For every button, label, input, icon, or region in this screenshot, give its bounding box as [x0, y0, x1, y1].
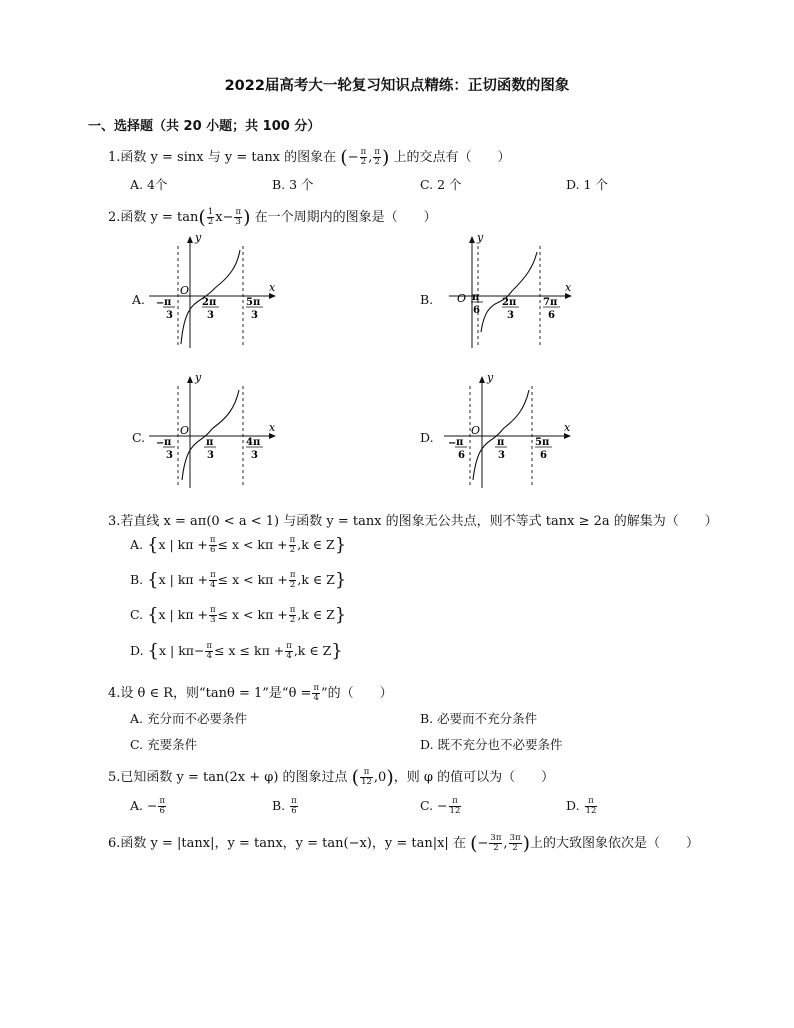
graph-option-c — [145, 372, 285, 490]
axis-y-label: y — [195, 231, 202, 244]
graph-option-d — [440, 372, 580, 490]
option-d[interactable]: D. {x | kπ− $\frac{\pi}{4}$ ≤ x ≤ kπ + $\frac{\pi}{4}$ ,k ∈ Z} — [130, 640, 343, 662]
svg-text:2π: 2π — [202, 297, 217, 308]
question-tail: ”的（ ） — [321, 686, 393, 701]
question-tail: 上的交点有（ ） — [393, 150, 511, 165]
svg-text:π: π — [472, 292, 480, 303]
option-b[interactable]: B. $\frac{\pi}{6}$ — [272, 796, 297, 816]
svg-text:x: x — [564, 421, 571, 434]
svg-text:7π: 7π — [543, 297, 558, 308]
svg-text:−: − — [156, 438, 165, 449]
svg-text:6: 6 — [458, 450, 465, 461]
option-c[interactable]: C. 2 个 — [420, 177, 462, 192]
option-a-label[interactable]: A. — [132, 292, 146, 307]
paren-left: ( — [198, 206, 206, 229]
question-stem: 函数 y = tan — [120, 210, 199, 225]
question-tail: 在一个周期内的图象是（ ） — [254, 210, 437, 225]
svg-text:π: π — [164, 297, 172, 308]
question-stem: 函数 y = sinx 与 y = tanx 的图象在 — [120, 150, 337, 165]
svg-text:3: 3 — [251, 310, 258, 321]
minus-sign: − — [347, 150, 359, 165]
question-number: 5. — [108, 770, 121, 785]
svg-text:3: 3 — [166, 310, 173, 321]
svg-text:π: π — [497, 437, 505, 448]
option-d[interactable]: D. $\frac{\pi}{12}$ — [566, 796, 597, 816]
option-b[interactable]: B. {x | kπ + $\frac{\pi}{4}$ ≤ x < kπ + $\frac{\pi}{2}$ ,k ∈ Z} — [130, 569, 347, 591]
svg-text:π: π — [456, 437, 464, 448]
question-number: 1. — [108, 150, 121, 165]
question-number: 3. — [108, 514, 121, 529]
question-number: 4. — [108, 686, 121, 701]
svg-text:y: y — [477, 231, 484, 244]
svg-text:π: π — [206, 437, 214, 448]
question-stem: 若直线 x = aπ(0 < a < 1) 与函数 y = tanx 的图象无公共点，则不等式 tanx ≥ 2a 的解集为（ ） — [120, 514, 718, 529]
svg-text:y: y — [195, 371, 202, 384]
question-2: 2.函数 y = tan( $\frac{1}{2}$ x− $\frac{\pi}{3}$ ) 在一个周期内的图象是（ ） — [108, 206, 437, 229]
axis-x-label: x — [269, 281, 276, 294]
question-stem: 函数 y = |tanx|，y = tanx，y = tan(−x)，y = tan|x| 在 — [120, 836, 466, 851]
option-d[interactable]: D. 1 个 — [566, 177, 608, 192]
option-a[interactable]: A. 充分而不必要条件 — [130, 711, 247, 726]
section-heading: 一、选择题（共 20 小题；共 100 分） — [88, 119, 321, 134]
svg-text:6: 6 — [473, 305, 480, 316]
option-d[interactable]: D. 既不充分也不必要条件 — [420, 737, 563, 752]
svg-text:−: − — [448, 438, 457, 449]
svg-text:2π: 2π — [502, 297, 517, 308]
question-number: 2. — [108, 210, 121, 225]
svg-text:5π: 5π — [535, 437, 550, 448]
tick-neg-sign: − — [156, 298, 165, 309]
svg-text:3: 3 — [507, 310, 514, 321]
svg-text:3: 3 — [207, 450, 214, 461]
tick-labels — [156, 297, 263, 321]
option-a[interactable]: A. 4个 — [130, 177, 168, 192]
svg-text:4π: 4π — [246, 437, 261, 448]
question-1: 1.函数 y = sinx 与 y = tanx 的图象在 (− $\frac{\pi}{2}$ , $\frac{\pi}{2}$ ) 上的交点有（ ） — [108, 146, 511, 169]
option-a[interactable]: A. {x | kπ + $\frac{\pi}{6}$ ≤ x < kπ + $\frac{\pi}{2}$ ,k ∈ Z} — [130, 534, 347, 556]
svg-text:x: x — [269, 421, 276, 434]
fraction: $\frac{\pi}{2}$ — [374, 147, 380, 167]
svg-text:5π: 5π — [246, 297, 261, 308]
question-3 — [108, 510, 718, 529]
paren-left: ( — [340, 146, 348, 169]
paren-right: ) — [381, 146, 390, 169]
svg-text:6: 6 — [548, 310, 555, 321]
svg-text:3: 3 — [251, 450, 258, 461]
graph-option-a — [145, 232, 285, 350]
page-title: 2022届高考大一轮复习知识点精练：正切函数的图象 — [224, 78, 570, 94]
svg-text:O: O — [457, 292, 467, 305]
question-stem: 已知函数 y = tan(2x + φ) 的图象过点 — [120, 770, 348, 785]
option-c[interactable]: C. − $\frac{\pi}{12}$ — [420, 796, 461, 816]
option-b[interactable]: B. 必要而不充分条件 — [420, 711, 538, 726]
paren-right: ) — [243, 206, 251, 229]
question-tail: 上的大致图象依次是（ ） — [529, 836, 699, 851]
svg-text:O: O — [180, 424, 190, 437]
svg-text:3: 3 — [166, 450, 173, 461]
question-6: 6.函数 y = |tanx|，y = tanx，y = tan(−x)，y = tan|x| 在 (− $\frac{3\pi}{2}$ , $\frac{3\pi}{2}$ )上的大致图象依次是（ ） — [108, 832, 699, 855]
fraction: $\frac{\pi}{4}$ — [313, 683, 320, 703]
option-b-label[interactable]: B. — [420, 292, 434, 307]
svg-text:3: 3 — [498, 450, 505, 461]
origin-label: O — [180, 284, 190, 297]
option-c[interactable]: C. 充要条件 — [130, 737, 198, 752]
question-number: 6. — [108, 836, 121, 851]
svg-text:y: y — [487, 371, 494, 384]
svg-text:6: 6 — [540, 450, 547, 461]
svg-text:O: O — [471, 424, 481, 437]
option-a[interactable]: A. − $\frac{\pi}{6}$ — [130, 796, 166, 816]
fraction: $\frac{1}{2}$ — [207, 207, 214, 227]
fraction: $\frac{\pi}{2}$ — [360, 147, 367, 167]
svg-text:π: π — [164, 437, 172, 448]
fraction: $\frac{\pi}{3}$ — [235, 207, 242, 227]
option-d-label[interactable]: D. — [420, 430, 434, 445]
option-c-label[interactable]: C. — [132, 430, 146, 445]
graph-option-b — [445, 232, 585, 350]
option-b[interactable]: B. 3 个 — [272, 177, 314, 192]
option-c[interactable]: C. {x | kπ + $\frac{\pi}{3}$ ≤ x < kπ + $\frac{\pi}{2}$ ,k ∈ Z} — [130, 604, 347, 626]
question-5: 5.已知函数 y = tan(2x + φ) 的图象过点 ( $\frac{\pi}{12}$ ,0)，则 φ 的值可以为（ ） — [108, 766, 555, 789]
svg-text:x: x — [565, 281, 572, 294]
question-stem: 设 θ ∈ R，则“tanθ = 1”是“θ = — [120, 686, 312, 701]
question-tail: ，则 φ 的值可以为（ ） — [393, 770, 555, 785]
question-4 — [108, 682, 393, 703]
svg-text:3: 3 — [207, 310, 214, 321]
